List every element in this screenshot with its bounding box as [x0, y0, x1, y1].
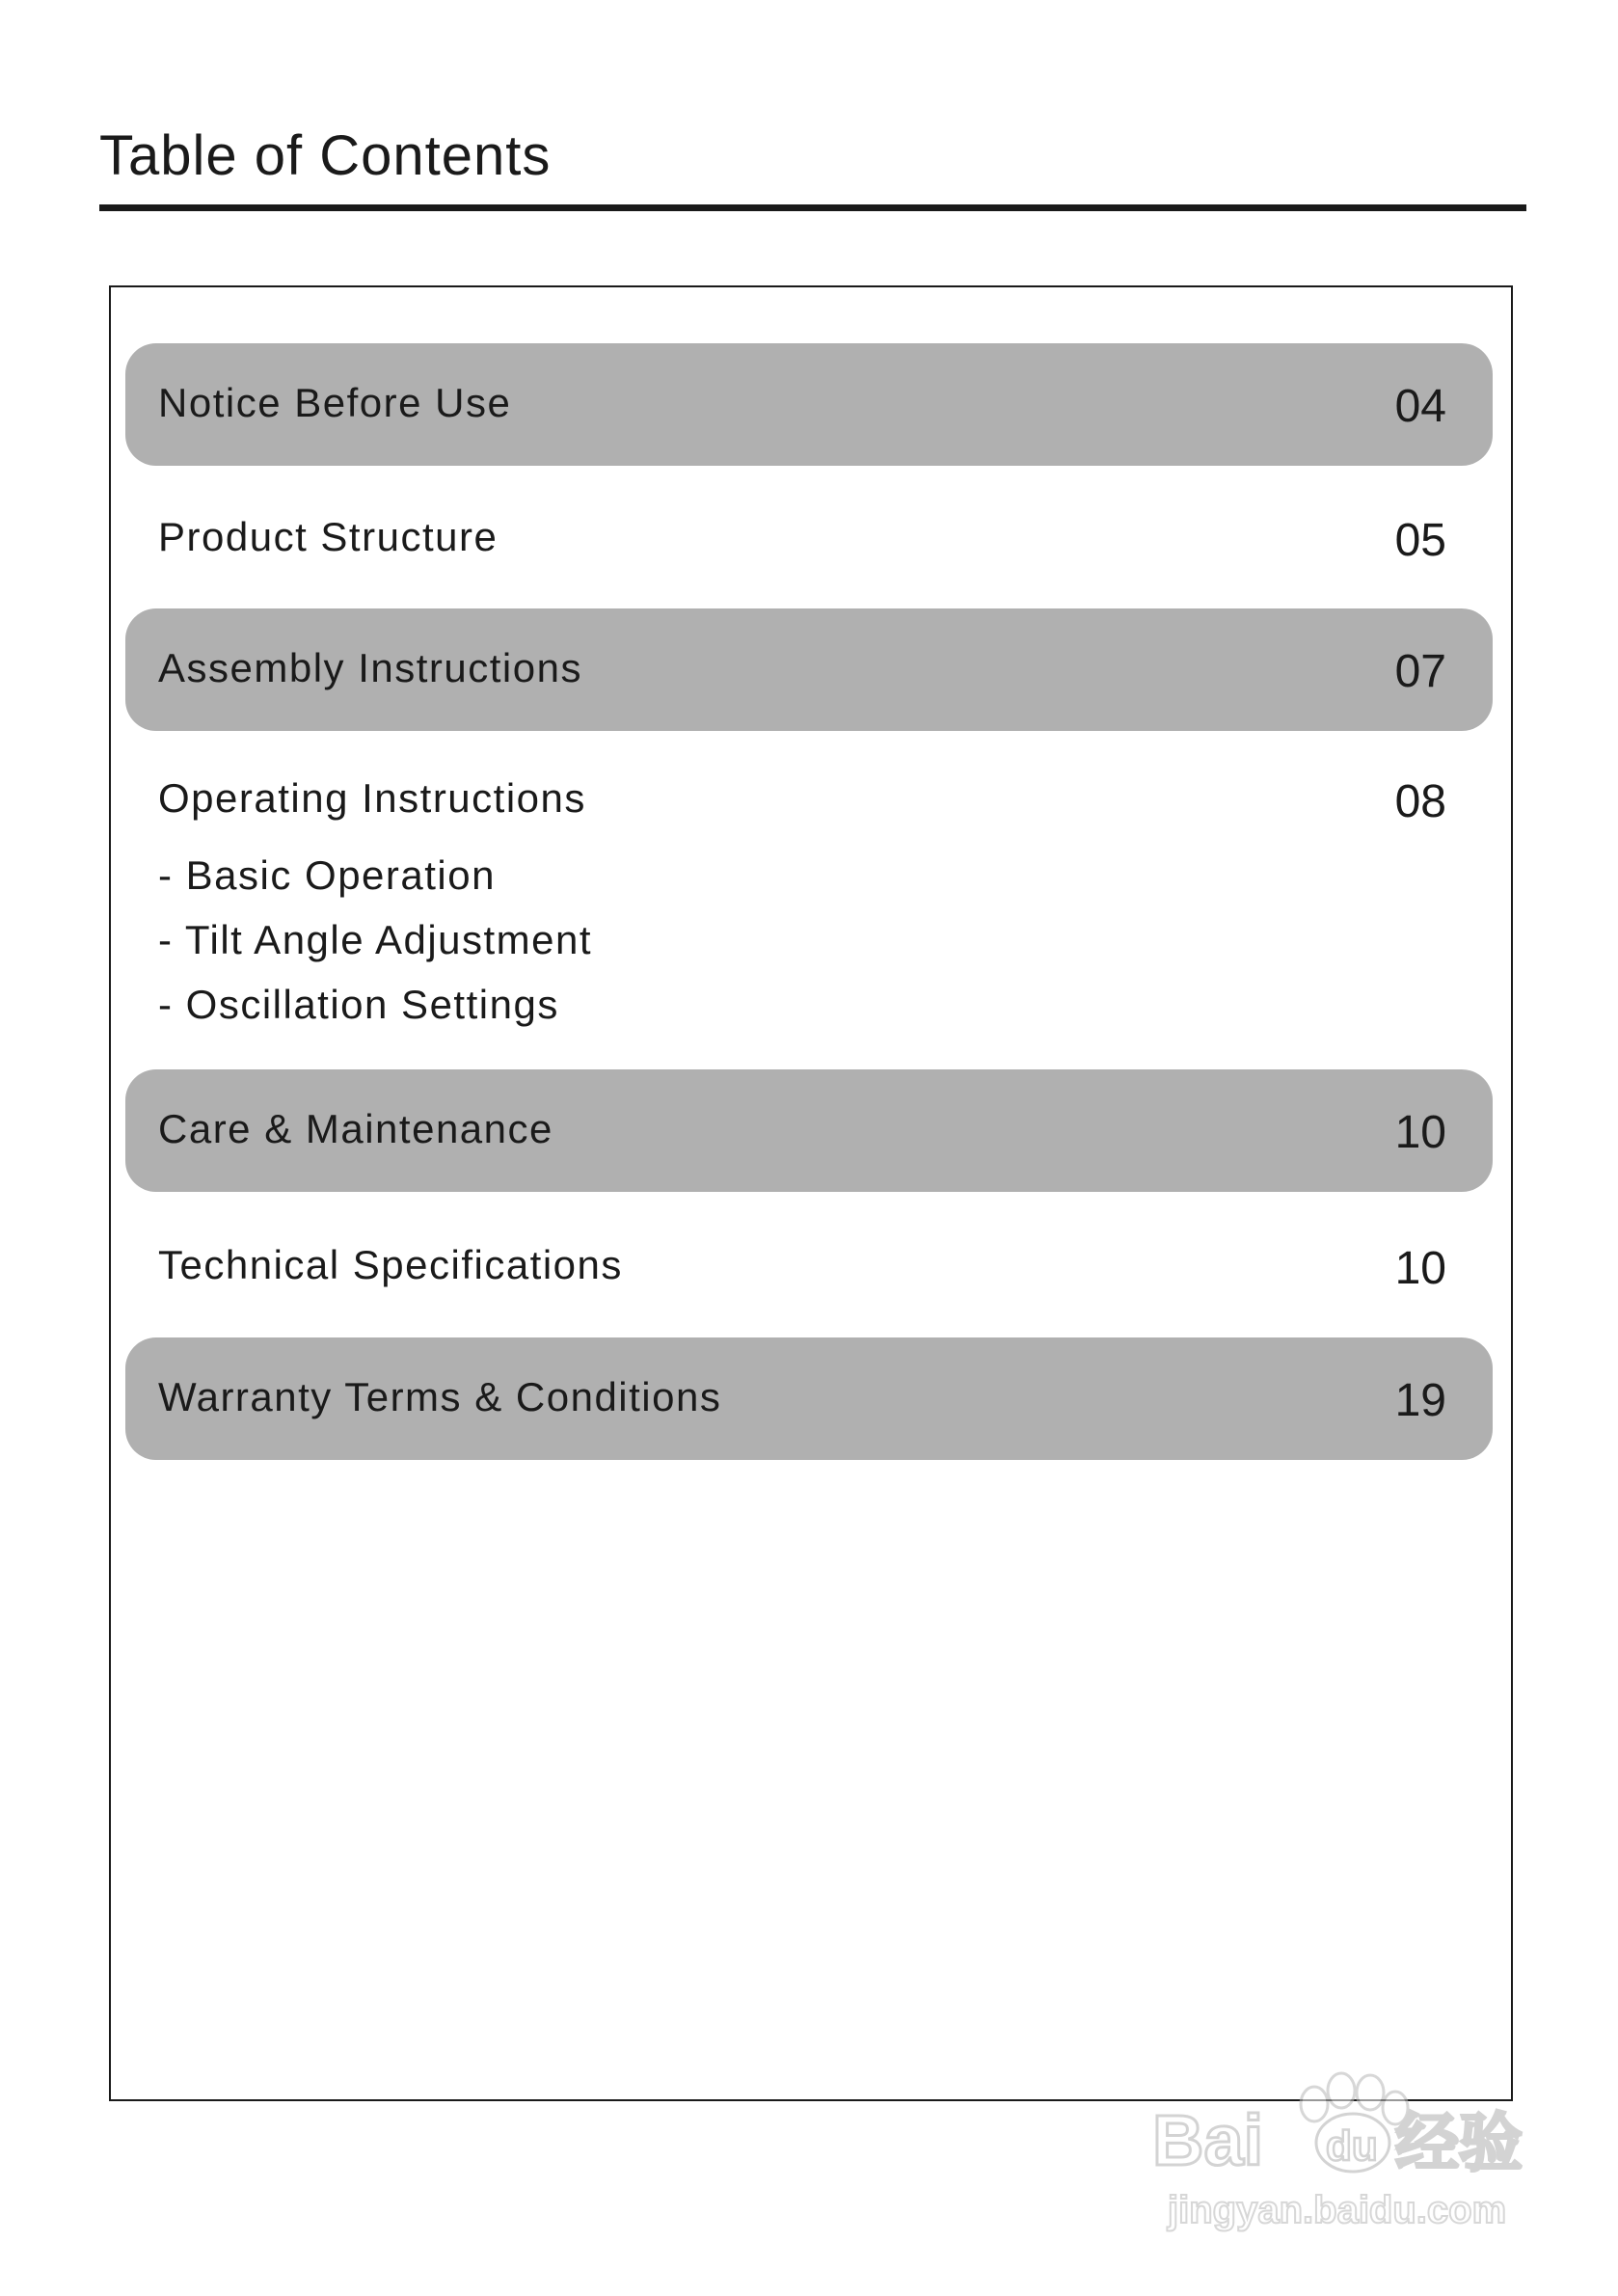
toc-subitem-oscillation-settings[interactable]: - Oscillation Settings [158, 982, 559, 1027]
svg-text:jingyan.baidu.com: jingyan.baidu.com [1168, 2189, 1507, 2231]
toc-entry-page: 04 [1394, 381, 1446, 432]
svg-text:du: du [1326, 2122, 1378, 2170]
toc-entry-assembly-instructions[interactable] [125, 608, 1493, 731]
page-title: Table of Contents [99, 124, 552, 187]
toc-entry-page: 08 [1394, 776, 1446, 827]
toc-entry-page: 19 [1394, 1375, 1446, 1426]
toc-entry-label: Warranty Terms & Conditions [158, 1374, 722, 1419]
toc-entry-notice-before-use[interactable] [125, 343, 1493, 466]
toc-subitem-basic-operation[interactable]: - Basic Operation [158, 852, 496, 898]
toc-entry-label: Operating Instructions [158, 775, 586, 821]
toc-entry-product-structure[interactable] [125, 477, 1493, 600]
toc-entry-label: Care & Maintenance [158, 1106, 553, 1151]
toc-entry-page: 10 [1394, 1243, 1446, 1294]
baidu-watermark-logo [1143, 2044, 1548, 2237]
title-rule [99, 204, 1526, 211]
toc-entry-warranty-terms[interactable] [125, 1337, 1493, 1460]
toc-entry-page: 07 [1394, 646, 1446, 697]
toc-entry-operating-instructions[interactable] [125, 739, 1493, 861]
toc-entry-label: Technical Specifications [158, 1242, 623, 1287]
toc-subitem-tilt-angle-adjustment[interactable]: - Tilt Angle Adjustment [158, 917, 593, 962]
toc-entry-care-maintenance[interactable] [125, 1069, 1493, 1192]
svg-text:经验: 经验 [1395, 2106, 1523, 2180]
toc-entry-page: 10 [1394, 1107, 1446, 1158]
toc-entry-label: Assembly Instructions [158, 645, 582, 690]
toc-entry-label: Product Structure [158, 514, 499, 559]
toc-entry-page: 05 [1394, 515, 1446, 566]
toc-entry-technical-specifications[interactable] [125, 1205, 1493, 1328]
toc-entry-label: Notice Before Use [158, 380, 512, 425]
svg-text:Bai: Bai [1152, 2100, 1264, 2180]
